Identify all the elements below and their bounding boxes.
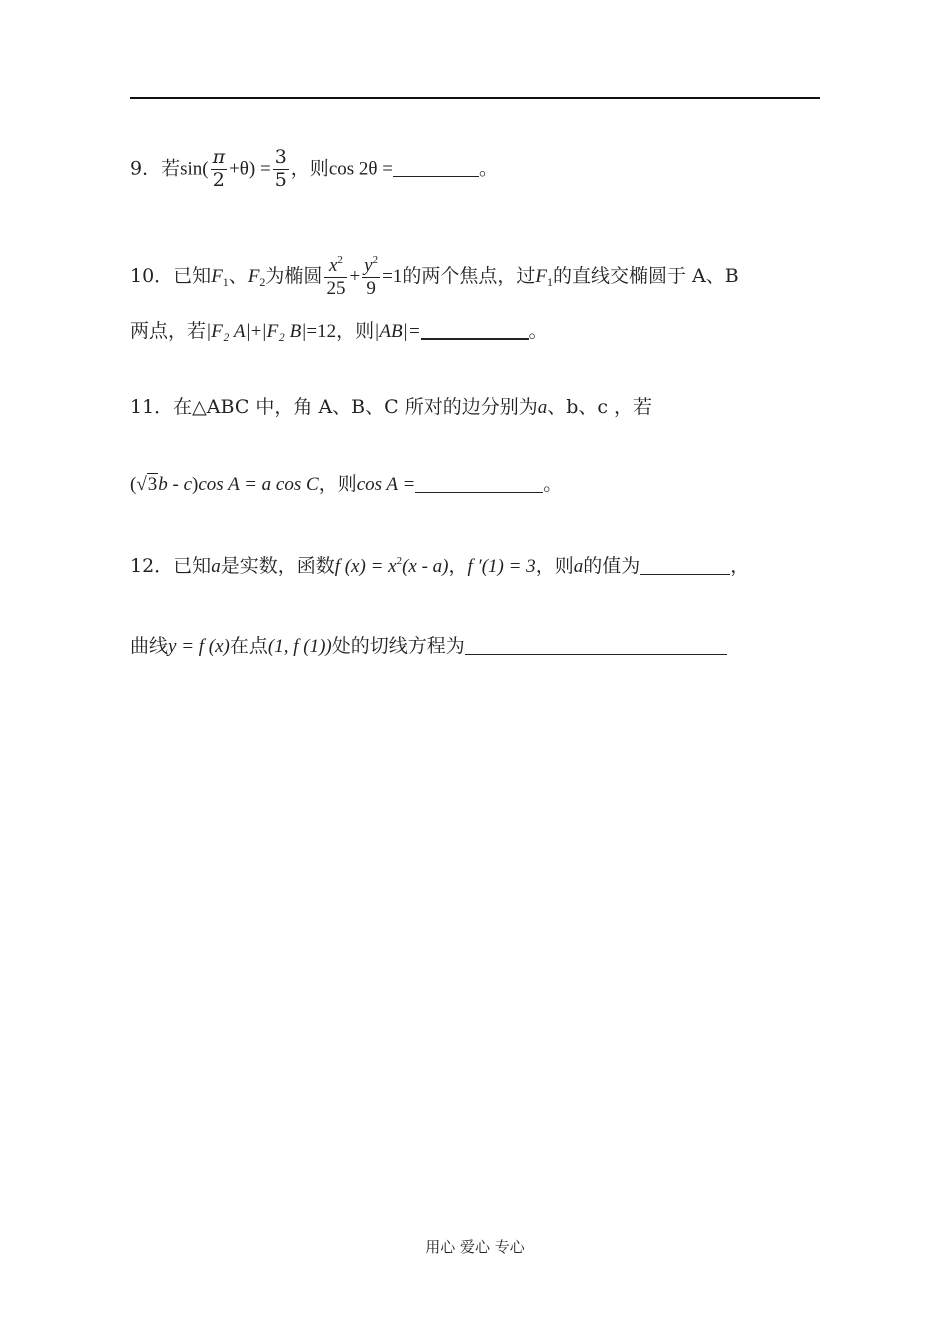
q9-label: 9．若	[130, 157, 181, 180]
q11-cosA-eq: cos A = a cos C	[198, 474, 319, 495]
q12-fprime: f ′(1) = 3	[467, 556, 536, 577]
q10-end: 。	[528, 320, 548, 342]
q12-text2: 的值为	[583, 555, 641, 577]
q10-den-25: 25	[326, 277, 346, 299]
q11-paren-open: (	[130, 474, 137, 495]
q10-then: ，则	[336, 320, 375, 342]
q11-sqrt: √3	[136, 474, 158, 495]
q10-F2: F	[247, 265, 260, 287]
q11-then: ，则	[318, 473, 357, 495]
q10-ellipse-prefix: 为椭圆	[265, 264, 323, 287]
q12-text1: 是实数，函数	[220, 555, 335, 577]
q10-F1: F	[211, 265, 223, 287]
q9-sin: sin(	[180, 158, 209, 180]
question-10-line-1	[130, 255, 739, 299]
q12-answer-blank-1[interactable]	[640, 556, 730, 575]
question-9	[130, 148, 498, 191]
q10-label: 10．已知	[130, 264, 212, 287]
q10-F1-sub: 1	[222, 274, 229, 289]
q10-text1: 的两个焦点，过	[402, 264, 536, 287]
q9-frac-3-5	[273, 148, 289, 191]
q9-frac-num: π	[212, 146, 226, 168]
q12-xa: (x - a)	[402, 556, 449, 577]
q12-label: 12．已知	[130, 555, 212, 577]
q12-answer-blank-2[interactable]	[465, 636, 727, 655]
q11-cosA-ask: cos A =	[356, 474, 416, 495]
q11-end: 。	[543, 473, 563, 495]
q10-line2-prefix: 两点，若	[130, 320, 207, 342]
q10-abs-AB: |AB|=	[374, 321, 421, 342]
q12-comma: ，	[448, 555, 468, 577]
q9-then: ，则	[290, 157, 329, 180]
q10-answer-blank[interactable]	[421, 320, 529, 340]
q12-a2: a	[573, 556, 584, 577]
q9-frac-pi-2	[211, 148, 228, 191]
q12-fx: f (x) = x	[334, 556, 397, 577]
q10-abs-plus: +	[250, 321, 262, 342]
q10-eq12: =12	[306, 321, 337, 342]
q10-abs-F2B: |F₂ B|	[261, 321, 307, 342]
header-rule	[130, 97, 820, 99]
q10-F1-b: F	[535, 265, 547, 287]
q9-cos2theta: cos 2θ =	[328, 158, 393, 180]
q10-y: y	[364, 255, 373, 276]
q11-paren-close: )	[192, 474, 199, 495]
q10-den-9: 9	[366, 277, 376, 299]
q10-F2-sub: 2	[259, 274, 266, 289]
q12-a: a	[211, 556, 221, 577]
question-11-line-2	[130, 474, 562, 494]
q10-abs-F2A: |F₂ A|	[206, 321, 251, 342]
q9-frac2-den: 5	[274, 168, 287, 191]
q9-frac-den: 2	[212, 168, 225, 191]
q9-frac2-num: 3	[274, 146, 287, 168]
q9-plus-theta: +θ) =	[229, 158, 271, 180]
q9-end: 。	[478, 157, 498, 180]
q11-line1-rest: 、b、c ，若	[547, 396, 653, 418]
q11-line1: 11．在△ABC 中，角 A、B、C 所对的边分别为	[130, 396, 538, 418]
question-12-line-1	[130, 556, 749, 576]
q9-answer-blank[interactable]	[393, 158, 479, 177]
q10-x-sq: 2	[337, 254, 343, 266]
q10-text2: 的直线交椭圆于 A、B	[552, 264, 739, 287]
q10-plus: +	[349, 265, 361, 287]
q12-comma-end: ，	[730, 555, 750, 577]
q12-point: (1, f (1))	[267, 636, 332, 657]
q10-F1-b-sub: 1	[546, 274, 553, 289]
q12-tangent: 处的切线方程为	[331, 635, 465, 657]
q12-yfx: y = f (x)	[168, 636, 230, 657]
q11-sqrt-3: 3	[147, 474, 158, 495]
q10-y-sq: 2	[372, 254, 379, 266]
q10-frac-y2-9	[362, 255, 380, 299]
question-12-line-2	[130, 636, 727, 656]
q10-frac-x2-25	[324, 255, 347, 299]
q11-answer-blank[interactable]	[415, 474, 543, 493]
q12-x-sq: 2	[396, 555, 403, 567]
q11-a: a	[537, 397, 548, 418]
q12-then: ，则	[535, 555, 574, 577]
question-11-line-1	[130, 398, 652, 417]
q12-line2-prefix: 曲线	[130, 635, 169, 657]
q10-sep: 、	[228, 264, 248, 287]
q12-at-point: 在点	[229, 635, 268, 657]
q10-eq1: =1	[382, 265, 403, 287]
question-10-line-2	[130, 320, 548, 341]
q11-b-minus-c: b - c	[158, 474, 193, 495]
q10-x: x	[328, 255, 338, 276]
page-footer: 用心 爱心 专心	[425, 1238, 525, 1256]
